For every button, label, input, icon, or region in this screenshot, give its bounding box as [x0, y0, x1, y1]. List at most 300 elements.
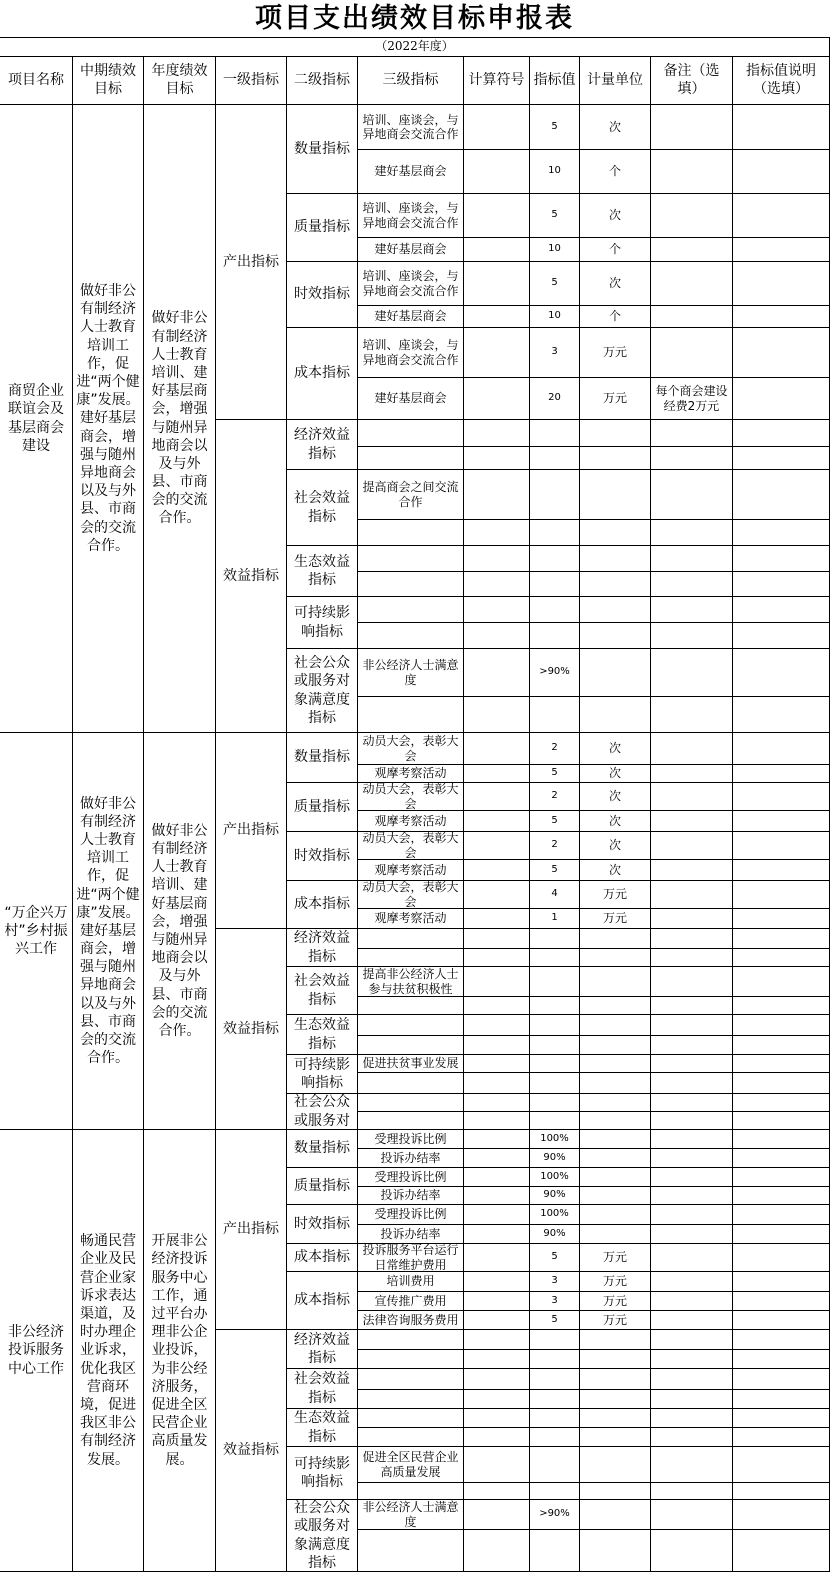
measurement-unit: [579, 1014, 651, 1036]
annual-goal: 做好非公有制经济人士教育培训、建好基层商会，增强与随州异地商会以及与外县、市商会的交流合作。: [143, 732, 216, 1130]
value-description-cell: [732, 305, 830, 328]
measurement-unit: [579, 1072, 651, 1094]
header-level2: 二级指标: [286, 56, 358, 105]
level1-benefit-indicator: 效益指标: [215, 419, 287, 733]
indicator-value: [529, 545, 580, 572]
indicator-value: 90%: [529, 1148, 580, 1168]
measurement-unit: 次: [579, 831, 651, 860]
value-description-cell: [732, 1482, 830, 1500]
value-description-cell: [732, 149, 830, 194]
level2-timeliness-indicator: 时效指标: [286, 261, 358, 328]
level3-indicator-text: 投诉服务平台运行日常维护费用: [357, 1243, 464, 1272]
level2-satisfaction-indicator: 社会公众或服务对象满意度指标: [286, 648, 358, 733]
measurement-unit: 次: [579, 104, 651, 150]
indicator-value: 5: [529, 104, 580, 150]
indicator-value: [529, 1349, 580, 1369]
indicator-value: 5: [529, 1243, 580, 1272]
level2-social-benefit-indicator: 社会效益指标: [286, 1368, 358, 1409]
level2-cost-indicator: 成本指标: [286, 1243, 358, 1272]
header-annual-goal: 年度绩效目标: [143, 56, 216, 105]
value-description-cell: [732, 327, 830, 378]
value-description-cell: [732, 908, 830, 929]
value-description-cell: [732, 1014, 830, 1036]
level3-indicator-text: [357, 996, 464, 1015]
level3-indicator-text: [357, 545, 464, 572]
indicator-value: 3: [529, 1291, 580, 1311]
note-cell: [650, 1271, 733, 1292]
level3-indicator-text: [357, 1072, 464, 1094]
calc-symbol-cell: [463, 1329, 530, 1350]
calc-symbol-cell: [463, 966, 530, 997]
indicator-value: 5: [529, 1310, 580, 1330]
indicator-value: 100%: [529, 1204, 580, 1225]
level2-ecological-benefit-indicator: 生态效益指标: [286, 545, 358, 597]
measurement-unit: 个: [579, 149, 651, 194]
note-cell: [650, 1368, 733, 1390]
value-description-cell: [732, 1499, 830, 1530]
calc-symbol-cell: [463, 1014, 530, 1036]
calc-symbol-cell: [463, 948, 530, 967]
calc-symbol-cell: [463, 1446, 530, 1483]
note-cell: [650, 1291, 733, 1311]
note-cell: [650, 1389, 733, 1409]
measurement-unit: [579, 419, 651, 447]
calc-symbol-cell: [463, 996, 530, 1015]
note-cell: [650, 1186, 733, 1205]
level3-indicator-text: [357, 446, 464, 470]
measurement-unit: [579, 1204, 651, 1225]
note-cell: [650, 193, 733, 238]
measurement-unit: 个: [579, 237, 651, 262]
level3-indicator-text: 投诉办结率: [357, 1186, 464, 1205]
note-cell: [650, 571, 733, 597]
calc-symbol-cell: [463, 908, 530, 929]
level3-indicator-text: 动员大会，表彰大会: [357, 782, 464, 811]
calc-symbol-cell: [463, 928, 530, 949]
header-value: 指标值: [529, 56, 580, 105]
note-cell: [650, 1148, 733, 1168]
calc-symbol-cell: [463, 1499, 530, 1530]
level3-indicator-text: 建好基层商会: [357, 305, 464, 328]
level3-indicator-text: [357, 1529, 464, 1572]
note-cell: [650, 469, 733, 520]
measurement-unit: 万元: [579, 1271, 651, 1292]
level2-social-benefit-indicator: 社会效益指标: [286, 469, 358, 546]
value-description-cell: [732, 928, 830, 949]
value-description-cell: [732, 1129, 830, 1149]
indicator-value: [529, 571, 580, 597]
measurement-unit: 次: [579, 732, 651, 765]
value-description-cell: [732, 193, 830, 238]
note-cell: [650, 305, 733, 328]
calc-symbol-cell: [463, 193, 530, 238]
indicator-value: [529, 1446, 580, 1483]
note-cell: [650, 966, 733, 997]
value-description-cell: [732, 782, 830, 811]
header-calc-symbol: 计算符号: [463, 56, 530, 105]
note-cell: [650, 1014, 733, 1036]
level3-indicator-text: 提高商会之间交流合作: [357, 469, 464, 520]
note-cell: [650, 996, 733, 1015]
value-description-cell: [732, 1204, 830, 1225]
measurement-unit: [579, 1186, 651, 1205]
indicator-value: [529, 469, 580, 520]
measurement-unit: [579, 519, 651, 546]
level2-quantity-indicator: 数量指标: [286, 1129, 358, 1168]
value-description-cell: [732, 996, 830, 1015]
level3-indicator-text: [357, 419, 464, 447]
calc-symbol-cell: [463, 446, 530, 470]
mid-term-goal: 做好非公有制经济人士教育培训工作，促进“两个健康”发展。建好基层商会，增强与随州异地商会以及与外县、市商会的交流合作。: [72, 732, 144, 1130]
note-cell: [650, 1482, 733, 1500]
level2-quality-indicator: 质量指标: [286, 1167, 358, 1205]
indicator-value: 90%: [529, 1186, 580, 1205]
note-cell: [650, 1446, 733, 1483]
value-description-cell: [732, 1389, 830, 1409]
measurement-unit: 万元: [579, 1310, 651, 1330]
indicator-value: [529, 1482, 580, 1500]
measurement-unit: 次: [579, 810, 651, 832]
value-description-cell: [732, 1349, 830, 1369]
measurement-unit: [579, 1329, 651, 1350]
header-mid-goal: 中期绩效目标: [72, 56, 144, 105]
value-description-cell: [732, 831, 830, 860]
level2-social-benefit-indicator: 社会效益指标: [286, 966, 358, 1015]
indicator-value: [529, 696, 580, 733]
note-cell: [650, 908, 733, 929]
measurement-unit: 万元: [579, 908, 651, 929]
note-cell: [650, 764, 733, 783]
value-description-cell: [732, 1054, 830, 1073]
measurement-unit: 万元: [579, 880, 651, 909]
value-description-cell: [732, 1072, 830, 1094]
value-description-cell: [732, 622, 830, 649]
measurement-unit: [579, 648, 651, 697]
header-level3: 三级指标: [357, 56, 464, 105]
measurement-unit: 次: [579, 261, 651, 306]
calc-symbol-cell: [463, 545, 530, 572]
project-name: 商贸企业联谊会及基层商会建设: [0, 104, 73, 733]
note-cell: [650, 880, 733, 909]
indicator-value: [529, 1054, 580, 1073]
level3-indicator-text: 培训费用: [357, 1271, 464, 1292]
value-description-cell: [732, 377, 830, 420]
measurement-unit: [579, 596, 651, 623]
level3-indicator-text: [357, 1014, 464, 1036]
level3-indicator-text: 动员大会，表彰大会: [357, 831, 464, 860]
calc-symbol-cell: [463, 1427, 530, 1447]
indicator-value: 3: [529, 1271, 580, 1292]
level3-indicator-text: [357, 1368, 464, 1390]
measurement-unit: [579, 1446, 651, 1483]
measurement-unit: [579, 1529, 651, 1572]
level2-timeliness-indicator: 时效指标: [286, 831, 358, 881]
level2-sustainable-impact-indicator: 可持续影响指标: [286, 1054, 358, 1094]
indicator-value: [529, 419, 580, 447]
level3-indicator-text: [357, 948, 464, 967]
note-cell: [650, 1111, 733, 1130]
indicator-value: 2: [529, 782, 580, 811]
indicator-value: [529, 996, 580, 1015]
value-description-cell: [732, 948, 830, 967]
level3-indicator-text: [357, 1389, 464, 1409]
level3-indicator-text: [357, 1329, 464, 1350]
calc-symbol-cell: [463, 1054, 530, 1073]
level3-indicator-text: 培训、座谈会，与异地商会交流合作: [357, 261, 464, 306]
value-description-cell: [732, 1271, 830, 1292]
value-description-cell: [732, 1529, 830, 1572]
calc-symbol-cell: [463, 1482, 530, 1500]
note-cell: [650, 1529, 733, 1572]
note-cell: [650, 948, 733, 967]
measurement-unit: [579, 996, 651, 1015]
calc-symbol-cell: [463, 1224, 530, 1244]
indicator-value: 5: [529, 764, 580, 783]
header-note: 备注（选填）: [650, 56, 733, 105]
indicator-value: 90%: [529, 1224, 580, 1244]
calc-symbol-cell: [463, 1204, 530, 1225]
indicator-value: [529, 928, 580, 949]
indicator-value: 1: [529, 908, 580, 929]
header-project-name: 项目名称: [0, 56, 73, 105]
indicator-value: 5: [529, 193, 580, 238]
level3-indicator-text: 促进全区民营企业高质量发展: [357, 1446, 464, 1483]
note-cell: [650, 1349, 733, 1369]
value-description-cell: [732, 1243, 830, 1272]
annual-goal: 做好非公有制经济人士教育培训、建好基层商会，增强与随州异地商会以及与外县、市商会的交流合作。: [143, 104, 216, 733]
measurement-unit: [579, 1148, 651, 1168]
measurement-unit: 万元: [579, 377, 651, 420]
measurement-unit: [579, 1167, 651, 1187]
indicator-value: [529, 1111, 580, 1130]
level3-indicator-text: 非公经济人士满意度: [357, 1499, 464, 1530]
calc-symbol-cell: [463, 880, 530, 909]
measurement-unit: [579, 446, 651, 470]
calc-symbol-cell: [463, 1167, 530, 1187]
level3-indicator-text: [357, 928, 464, 949]
note-cell: [650, 419, 733, 447]
note-cell: [650, 732, 733, 765]
value-description-cell: [732, 1427, 830, 1447]
value-description-cell: [732, 764, 830, 783]
calc-symbol-cell: [463, 622, 530, 649]
calc-symbol-cell: [463, 571, 530, 597]
calc-symbol-cell: [463, 1389, 530, 1409]
indicator-value: [529, 446, 580, 470]
measurement-unit: [579, 1224, 651, 1244]
measurement-unit: [579, 1408, 651, 1428]
indicator-value: >90%: [529, 648, 580, 697]
calc-symbol-cell: [463, 305, 530, 328]
calc-symbol-cell: [463, 810, 530, 832]
indicator-value: 5: [529, 859, 580, 881]
level3-indicator-text: 建好基层商会: [357, 149, 464, 194]
indicator-value: [529, 1427, 580, 1447]
note-cell: [650, 327, 733, 378]
mid-term-goal: 做好非公有制经济人士教育培训工作，促进“两个健康”发展。建好基层商会，增强与随州异地商会以及与外县、市商会的交流合作。: [72, 104, 144, 733]
level3-indicator-text: [357, 1093, 464, 1112]
measurement-unit: 次: [579, 193, 651, 238]
calc-symbol-cell: [463, 1529, 530, 1572]
calc-symbol-cell: [463, 261, 530, 306]
level2-ecological-benefit-indicator: 生态效益指标: [286, 1408, 358, 1447]
value-description-cell: [732, 648, 830, 697]
level3-indicator-text: [357, 1035, 464, 1055]
indicator-value: [529, 1035, 580, 1055]
level2-timeliness-indicator: 时效指标: [286, 1204, 358, 1244]
level2-sustainable-impact-indicator: 可持续影响指标: [286, 596, 358, 649]
note-cell: [650, 1035, 733, 1055]
indicator-value: [529, 596, 580, 623]
value-description-cell: [732, 1408, 830, 1428]
level2-economic-benefit-indicator: 经济效益指标: [286, 419, 358, 470]
level3-indicator-text: 建好基层商会: [357, 237, 464, 262]
value-description-cell: [732, 571, 830, 597]
measurement-unit: [579, 469, 651, 520]
level3-indicator-text: [357, 1482, 464, 1500]
calc-symbol-cell: [463, 327, 530, 378]
note-cell: [650, 1204, 733, 1225]
measurement-unit: [579, 966, 651, 997]
value-description-cell: [732, 1148, 830, 1168]
value-description-cell: [732, 446, 830, 470]
measurement-unit: [579, 1499, 651, 1530]
indicator-value: 4: [529, 880, 580, 909]
indicator-value: [529, 1072, 580, 1094]
measurement-unit: 万元: [579, 1291, 651, 1311]
value-description-cell: [732, 1310, 830, 1330]
measurement-unit: 万元: [579, 1243, 651, 1272]
value-description-cell: [732, 261, 830, 306]
note-cell: [650, 1129, 733, 1149]
level2-satisfaction-indicator: 社会公众或服务对: [286, 1093, 358, 1130]
level3-indicator-text: 受理投诉比例: [357, 1204, 464, 1225]
level3-indicator-text: 观摩考察活动: [357, 859, 464, 881]
value-description-cell: [732, 810, 830, 832]
value-description-cell: [732, 596, 830, 623]
value-description-cell: [732, 1368, 830, 1390]
level3-indicator-text: 动员大会，表彰大会: [357, 880, 464, 909]
calc-symbol-cell: [463, 419, 530, 447]
calc-symbol-cell: [463, 237, 530, 262]
value-description-cell: [732, 237, 830, 262]
measurement-unit: [579, 928, 651, 949]
level1-output-indicator: 产出指标: [215, 1129, 287, 1330]
level2-quality-indicator: 质量指标: [286, 193, 358, 262]
indicator-value: [529, 622, 580, 649]
level3-indicator-text: 提高非公经济人士参与扶贫积极性: [357, 966, 464, 997]
calc-symbol-cell: [463, 596, 530, 623]
measurement-unit: [579, 1035, 651, 1055]
indicator-value: [529, 1014, 580, 1036]
note-cell: [650, 696, 733, 733]
level3-indicator-text: [357, 1427, 464, 1447]
indicator-value: [529, 1368, 580, 1390]
calc-symbol-cell: [463, 696, 530, 733]
measurement-unit: [579, 1111, 651, 1130]
calc-symbol-cell: [463, 1093, 530, 1112]
value-description-cell: [732, 1186, 830, 1205]
calc-symbol-cell: [463, 149, 530, 194]
level3-indicator-text: [357, 1349, 464, 1369]
indicator-value: [529, 519, 580, 546]
measurement-unit: 次: [579, 782, 651, 811]
form-title: 项目支出绩效目标申报表: [255, 2, 574, 34]
calc-symbol-cell: [463, 1072, 530, 1094]
indicator-value: 2: [529, 831, 580, 860]
note-cell: [650, 782, 733, 811]
note-cell: [650, 237, 733, 262]
value-description-cell: [732, 1329, 830, 1350]
level3-indicator-text: [357, 622, 464, 649]
calc-symbol-cell: [463, 1349, 530, 1369]
measurement-unit: 次: [579, 859, 651, 881]
indicator-value: 10: [529, 149, 580, 194]
note-cell: [650, 1224, 733, 1244]
indicator-value: [529, 1329, 580, 1350]
calc-symbol-cell: [463, 1035, 530, 1055]
header-unit: 计量单位: [579, 56, 651, 105]
indicator-value: [529, 1408, 580, 1428]
level3-indicator-text: [357, 1111, 464, 1130]
calc-symbol-cell: [463, 377, 530, 420]
level3-indicator-text: 观摩考察活动: [357, 764, 464, 783]
value-description-cell: [732, 966, 830, 997]
note-cell: [650, 831, 733, 860]
note-cell: [650, 622, 733, 649]
level2-quantity-indicator: 数量指标: [286, 732, 358, 783]
note-cell: [650, 810, 733, 832]
calc-symbol-cell: [463, 1408, 530, 1428]
note-cell: [650, 1427, 733, 1447]
note-cell: [650, 1167, 733, 1187]
level2-cost-indicator: 成本指标: [286, 327, 358, 420]
calc-symbol-cell: [463, 104, 530, 150]
calc-symbol-cell: [463, 1271, 530, 1292]
note-cell: 每个商会建设经费2万元: [650, 377, 733, 420]
value-description-cell: [732, 859, 830, 881]
value-description-cell: [732, 732, 830, 765]
calc-symbol-cell: [463, 732, 530, 765]
calc-symbol-cell: [463, 831, 530, 860]
value-description-cell: [732, 519, 830, 546]
note-cell: [650, 928, 733, 949]
level3-indicator-text: [357, 571, 464, 597]
note-cell: [650, 859, 733, 881]
note-cell: [650, 519, 733, 546]
level3-indicator-text: 动员大会，表彰大会: [357, 732, 464, 765]
indicator-value: 10: [529, 237, 580, 262]
level3-indicator-text: 培训、座谈会，与异地商会交流合作: [357, 104, 464, 150]
level3-indicator-text: 投诉办结率: [357, 1224, 464, 1244]
indicator-value: [529, 948, 580, 967]
level2-economic-benefit-indicator: 经济效益指标: [286, 1329, 358, 1369]
level1-output-indicator: 产出指标: [215, 732, 287, 929]
level1-output-indicator: 产出指标: [215, 104, 287, 420]
level3-indicator-text: [357, 1408, 464, 1428]
annual-goal: 开展非公经济投诉服务中心工作，通过平台办理非公企业投诉，为非公经济服务，促进全区民营企业高质量发展。: [143, 1129, 216, 1572]
note-cell: [650, 1329, 733, 1350]
measurement-unit: [579, 1349, 651, 1369]
value-description-cell: [732, 1093, 830, 1112]
note-cell: [650, 1093, 733, 1112]
value-description-cell: [732, 1167, 830, 1187]
calc-symbol-cell: [463, 469, 530, 520]
measurement-unit: [579, 696, 651, 733]
note-cell: [650, 545, 733, 572]
note-cell: [650, 446, 733, 470]
note-cell: [650, 104, 733, 150]
